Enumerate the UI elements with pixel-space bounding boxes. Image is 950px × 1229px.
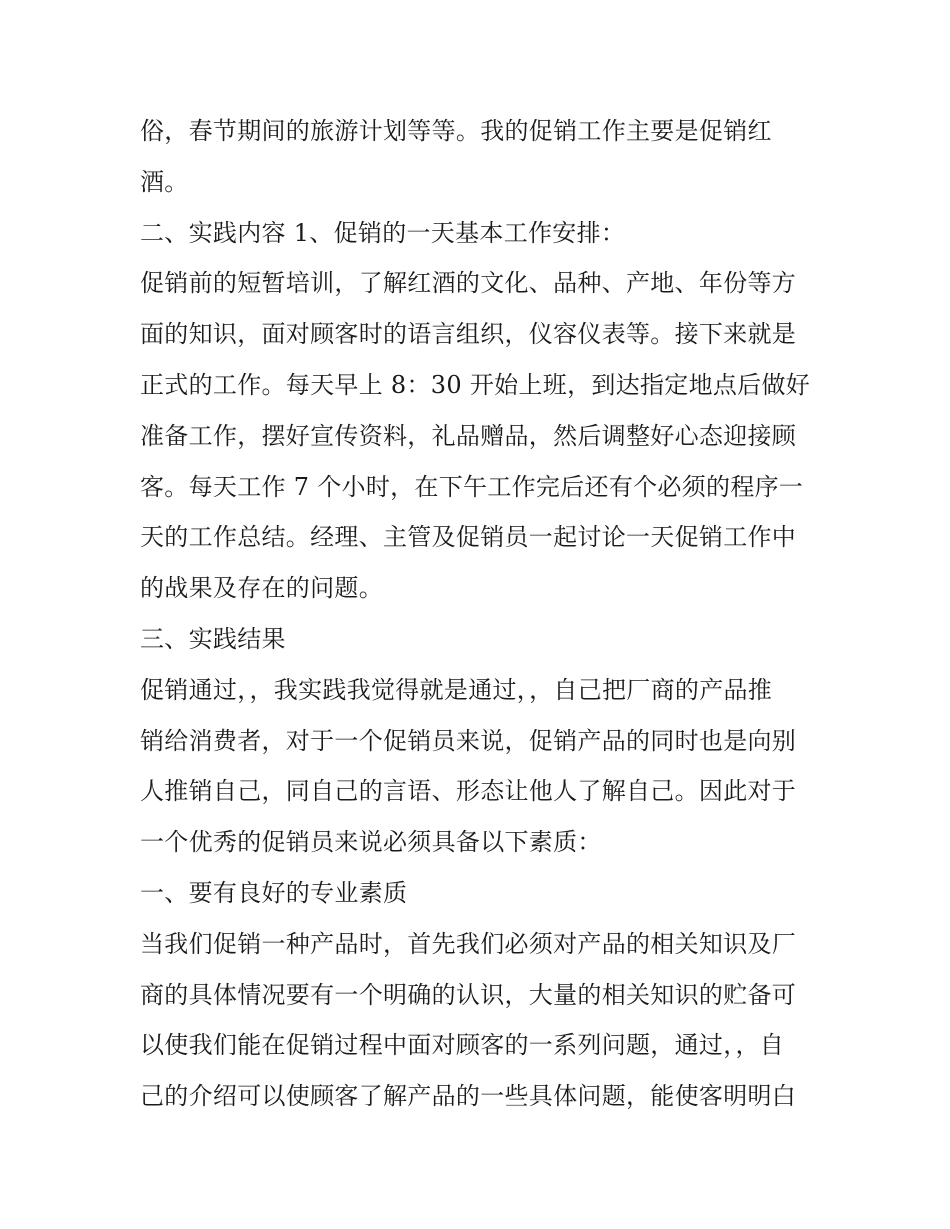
text-line: 销给消费者，对于一个促销员来说，促销产品的同时也是向别 — [140, 726, 797, 755]
section-heading: 一、要有良好的专业素质 — [140, 878, 408, 907]
text-line: 俗，春节期间的旅游计划等等。我的促销工作主要是促销红 — [140, 117, 772, 145]
text-line: 的战果及存在的问题。 — [140, 574, 383, 603]
text-line: 客。每天工作 7 个小时，在下午工作完后还有个必须的程序一 — [140, 472, 804, 501]
text-line: 一个优秀的促销员来说必须具备以下素质： — [140, 828, 602, 857]
text-line: 促销前的短暂培训，了解红酒的文化、品种、产地、年份等方 — [140, 269, 797, 298]
text-line: 准备工作，摆好宣传资料，礼品赠品，然后调整好心态迎接顾 — [140, 421, 797, 450]
document-body — [140, 106, 820, 1122]
text-line: 当我们促销一种产品时，首先我们必须对产品的相关知识及厂 — [140, 929, 797, 958]
text-line: 正式的工作。每天早上 8：30 开始上班，到达指定地点后做好 — [140, 370, 811, 399]
text-line: 天的工作总结。经理、主管及促销员一起讨论一天促销工作中 — [140, 523, 797, 552]
text-line: 以使我们能在促销过程中面对顾客的一系列问题，通过，，自 — [140, 1031, 785, 1060]
text-line: 酒。 — [140, 167, 189, 196]
section-heading: 三、实践结果 — [140, 624, 286, 653]
text-line: 人推销自己，同自己的言语、形态让他人了解自己。因此对于 — [140, 777, 797, 806]
text-line: 促销通过，，我实践我觉得就是通过，，自己把厂商的产品推 — [140, 675, 773, 704]
section-heading: 二、实践内容 1、促销的一天基本工作安排： — [140, 218, 626, 247]
text-line: 己的介绍可以使顾客了解产品的一些具体问题，能使客明明白 — [140, 1082, 797, 1111]
text-line: 商的具体情况要有一个明确的认识，大量的相关知识的贮备可 — [140, 980, 797, 1009]
text-line: 面的知识，面对顾客时的语言组织，仪容仪表等。接下来就是 — [140, 320, 797, 349]
